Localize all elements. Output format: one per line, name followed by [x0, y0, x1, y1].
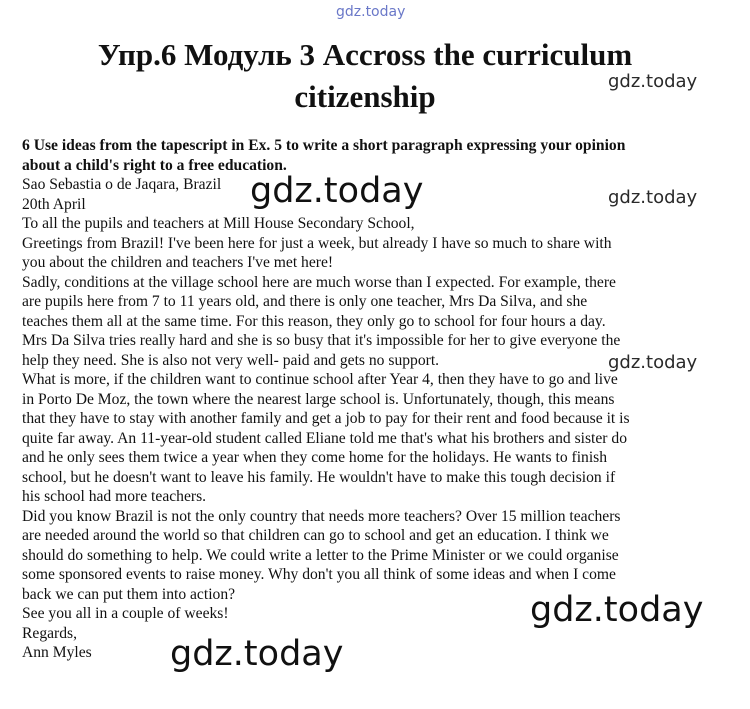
letter-line: and he only sees them twice a year when they come home for the holidays. He wants to finish: [22, 449, 608, 466]
letter-line: To all the pupils and teachers at Mill House Secondary School,: [22, 215, 415, 232]
letter-line: What is more, if the children want to continue school after Year 4, then they have to go and live: [22, 371, 618, 388]
watermark-top: gdz.today: [336, 4, 406, 20]
document-body: [22, 136, 734, 663]
watermark-3: gdz.today: [608, 187, 698, 208]
letter-line: in Porto De Moz, the town where the nearest large school is. Unfortunately, though, this means: [22, 390, 615, 408]
letter-line: that they have to stay with another family and get a job to pay for their rent and food because it is: [22, 410, 630, 427]
page-title-line-2: citizenship: [294, 79, 436, 114]
letter-line: his school had more teachers.: [22, 488, 207, 505]
letter-line: Mrs Da Silva tries really hard and she is so busy that it's impossible for her to give everyone the: [22, 332, 621, 349]
watermark-2: gdz.today: [250, 171, 424, 211]
page-title-line-1: Упр.6 Модуль 3 Accross the curriculum: [97, 37, 633, 72]
letter-line: See you all in a couple of weeks!: [22, 605, 229, 622]
watermark-4: gdz.today: [608, 352, 698, 373]
letter-line: Regards,: [22, 624, 77, 642]
letter-line: help they need. She is also not very well- paid and gets no support.: [22, 351, 440, 369]
letter-line: Did you know Brazil is not the only country that needs more teachers? Over 15 million teachers: [22, 507, 621, 525]
letter-line: 20th April: [22, 195, 86, 213]
letter-line: Sadly, conditions at the village school here are much worse than I expected. For example, there: [22, 273, 616, 291]
letter-line: teaches them all at the same time. For this reason, they only go to school for four hours a day.: [22, 312, 606, 330]
letter-line: should do something to help. We could write a letter to the Prime Minister or we could organise: [22, 546, 619, 564]
watermark-6: gdz.today: [170, 634, 344, 674]
letter-line: back we can put them into action?: [22, 585, 236, 603]
letter-line: you about the children and teachers I've met here!: [22, 254, 334, 271]
letter-line: are pupils here from 7 to 11 years old, and there is only one teacher, Mrs Da Silva, and she: [22, 293, 588, 310]
letter-line: are needed around the world so that children can go to school and get an education. I think we: [22, 527, 609, 544]
letter-line: Sao Sebastia o de Jaqara, Brazil: [22, 176, 222, 193]
task-line-1: 6 Use ideas from the tapescript in Ex. 5 to write a short paragraph expressing your opinion: [22, 137, 626, 154]
watermark-5: gdz.today: [530, 590, 704, 630]
letter-line: school, but he doesn't want to leave his family. He wouldn't have to make this tough decision if: [22, 468, 616, 486]
letter-line: Greetings from Brazil! I've been here for just a week, but already I have so much to share with: [22, 234, 612, 252]
watermark-1: gdz.today: [608, 71, 698, 92]
letter-line: some sponsored events to raise money. Why don't you all think of some ideas and when I come: [22, 566, 616, 583]
letter-line: quite far away. An 11-year-old student called Eliane told me that's what his brothers and sister do: [22, 429, 627, 447]
letter-line: Ann Myles: [22, 644, 92, 661]
task-line-2: about a child's right to a free education.: [22, 156, 287, 174]
